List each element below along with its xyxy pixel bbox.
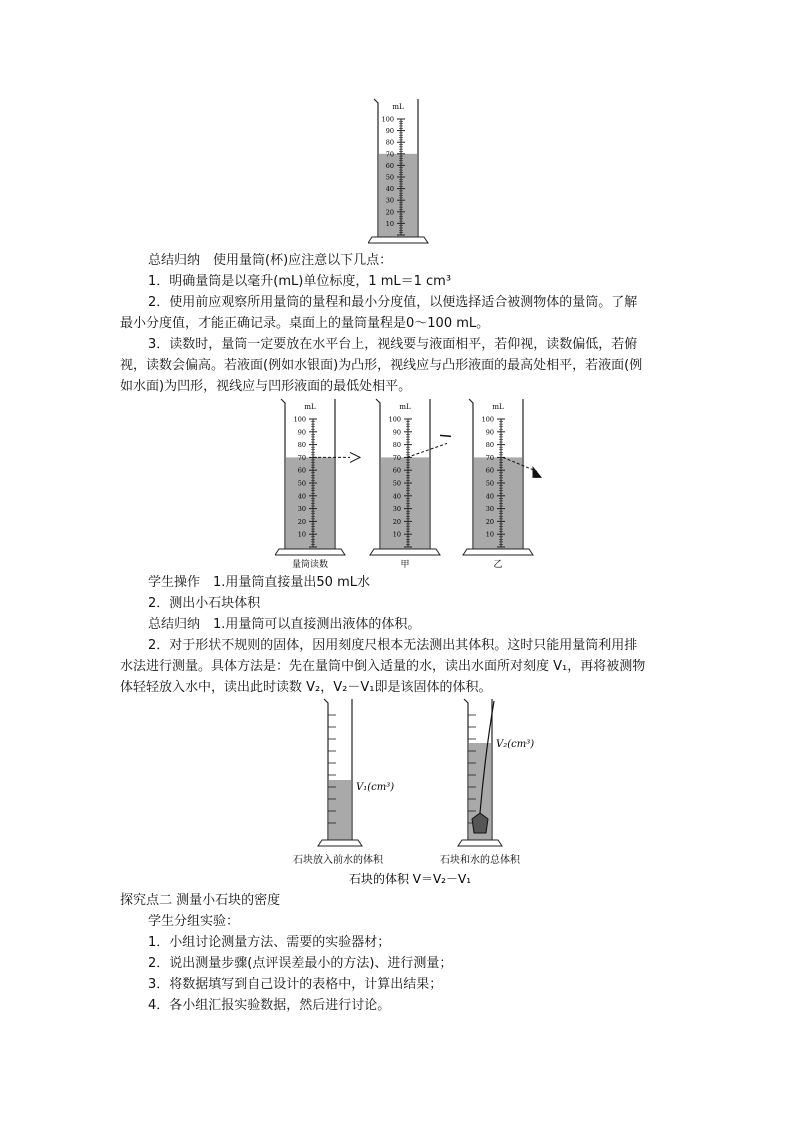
step-measure-stone: 2．测出小石块体积: [148, 596, 261, 611]
tick-label: 50: [385, 173, 394, 182]
summary-heading-2: 总结归纳 1.用量筒可以直接测出液体的体积。: [148, 617, 421, 632]
unit-label: mL: [392, 103, 404, 111]
tick-label: 80: [385, 138, 394, 147]
tick-label: 30: [485, 505, 494, 514]
tick-label: 20: [392, 517, 401, 526]
tick-label: 60: [392, 466, 401, 475]
section-heading-density: 探究点二 测量小石块的密度: [120, 893, 281, 908]
sight-line-up: [407, 443, 447, 457]
cylinder-2: [370, 399, 440, 555]
tick-label: 20: [297, 517, 306, 526]
caption-after: 石块和水的总体积: [440, 855, 520, 866]
note-irregular-line3: 体轻轻放入水中，读出此时读数 V₂，V₂－V₁即是该固体的体积。: [120, 680, 492, 695]
figure-graduated-cylinder: [368, 95, 438, 250]
tick-label: 40: [297, 492, 306, 501]
tick-label: 40: [385, 185, 394, 194]
summary-heading: 总结归纳 使用量筒(杯)应注意以下几点：: [148, 253, 393, 268]
unit-label: mL: [492, 403, 504, 411]
note-3-line1: 3．读数时，量筒一定要放在水平台上，视线要与液面相平，若仰视，读数偏低，若俯: [148, 337, 638, 352]
tick-label: 70: [392, 453, 401, 462]
tick-label: 50: [485, 479, 494, 488]
note-2-line2: 最小分度值，才能正确记录。桌面上的量筒量程是0～100 mL。: [120, 316, 490, 331]
note-3-line3: 如水面)为凹形，视线应与凹形液面的最低处相平。: [120, 379, 412, 394]
eye-icon: [440, 435, 451, 436]
cylinder-after: [458, 699, 502, 846]
tick-label: 10: [297, 530, 306, 539]
tick-label: 40: [485, 492, 494, 501]
v2-label: V₂(cm³): [496, 739, 535, 750]
tick-label: 70: [297, 453, 306, 462]
tick-label: 40: [392, 492, 401, 501]
note-irregular-line1: 2．对于形状不规则的固体，因用刻度尺根本无法测出其体积。这时只能用量筒利用排: [148, 638, 638, 653]
tick-label: 100: [381, 115, 394, 124]
tick-label: 20: [485, 517, 494, 526]
tick-label: 80: [485, 441, 494, 450]
liquid: [379, 154, 417, 237]
tick-label: 10: [485, 530, 494, 539]
tick-label: 100: [293, 415, 306, 424]
cylinder-1: [368, 99, 428, 243]
tick-label: 50: [392, 479, 401, 488]
tick-label: 60: [385, 161, 394, 170]
tick-label: 90: [385, 127, 394, 136]
tick-label: 90: [392, 428, 401, 437]
tick-label: 30: [297, 505, 306, 514]
tick-label: 90: [297, 428, 306, 437]
cylinder-before: [318, 699, 362, 846]
eye-icon: [533, 467, 541, 477]
note-1: 1．明确量筒是以毫升(mL)单位标度，1 mL＝1 cm³: [148, 274, 452, 289]
task-4: 4．各小组汇报实验数据，然后进行讨论。: [148, 998, 391, 1013]
unit-label: mL: [304, 403, 316, 411]
cylinder-base: [318, 840, 362, 846]
tick-label: 60: [297, 466, 306, 475]
tick-label: 60: [485, 466, 494, 475]
tick-label: 70: [385, 150, 394, 159]
tick-label: 20: [385, 208, 394, 217]
caption-reading: 量筒读数: [291, 560, 329, 570]
student-operation: 学生操作 1.用量筒直接量出50 mL水: [148, 575, 370, 590]
note-irregular-line2: 水法进行测量。具体方法是：先在量筒中倒入适量的水，读出水面所对刻度 V₁，再将被测物: [120, 659, 646, 674]
tick-label: 90: [485, 428, 494, 437]
cylinder-base: [368, 237, 428, 243]
tick-label: 80: [392, 441, 401, 450]
liquid: [474, 457, 522, 549]
task-3: 3．将数据填写到自己设计的表格中，计算出结果；: [148, 977, 443, 992]
task-1: 1．小组讨论测量方法、需要的实验器材；: [148, 935, 391, 950]
tick-label: 30: [385, 196, 394, 205]
note-2-line1: 2．使用前应观察所用量筒的量程和最小分度值，以便选择适合被测物体的量筒。了解: [148, 295, 638, 310]
task-2: 2．说出测量步骤(点评误差最小的方法)、进行测量；: [148, 956, 453, 971]
caption-before: 石块放入前水的体积: [293, 855, 383, 866]
note-3-line2: 视，读数会偏高。若液面(例如水银面)为凸形，视线应与凸形液面的最高处相平，若液面(例: [120, 358, 643, 373]
formula-volume: 石块的体积 V＝V₂－V₁: [348, 872, 472, 886]
tick-label: 70: [485, 453, 494, 462]
liquid: [381, 457, 429, 549]
liquid: [286, 457, 334, 549]
v1-label: V₁(cm³): [356, 782, 395, 793]
cylinder-base: [275, 549, 345, 555]
liquid: [329, 780, 351, 840]
caption-yi: 乙: [493, 560, 503, 570]
tick-label: 10: [392, 530, 401, 539]
eye-icon: [350, 452, 360, 462]
cylinder-1: [275, 399, 345, 555]
tick-label: 50: [297, 479, 306, 488]
tick-label: 100: [481, 415, 494, 424]
figure-displacement-method: [280, 695, 550, 888]
cylinder-base: [370, 549, 440, 555]
tick-label: 80: [297, 441, 306, 450]
tick-label: 30: [392, 505, 401, 514]
cylinder-3: [463, 399, 533, 555]
tick-label: 100: [388, 415, 401, 424]
caption-jia: 甲: [400, 560, 410, 570]
cylinder-base: [463, 549, 533, 555]
cylinder-base: [458, 840, 502, 846]
unit-label: mL: [399, 403, 411, 411]
group-experiment: 学生分组实验：: [148, 914, 240, 929]
tick-label: 10: [385, 219, 394, 228]
figure-reading-methods: [275, 395, 545, 573]
